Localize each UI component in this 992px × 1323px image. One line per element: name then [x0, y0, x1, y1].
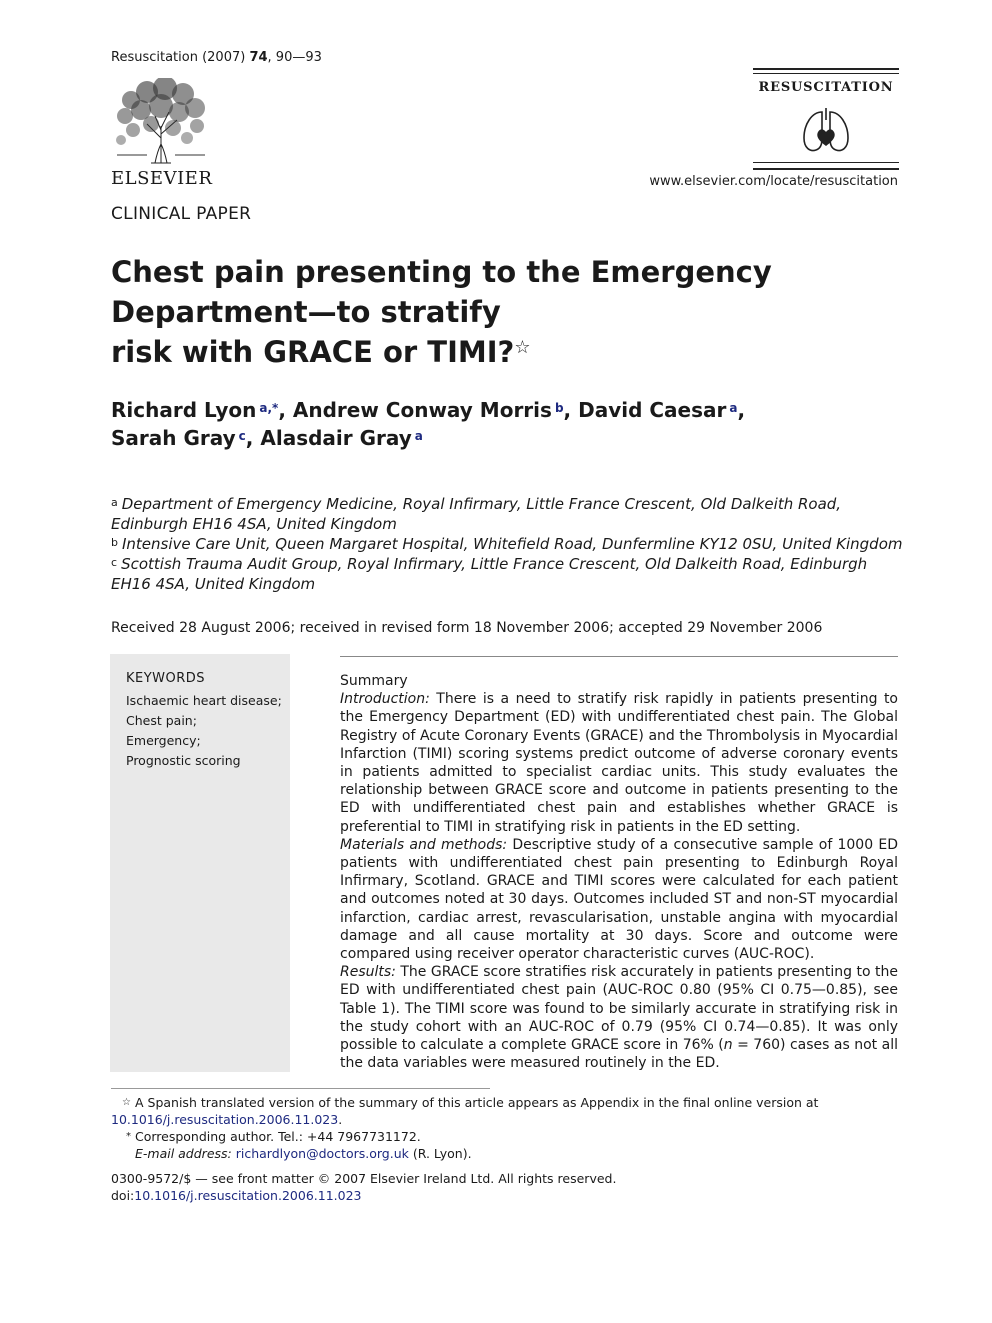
keyword-item: Ischaemic heart disease;	[126, 693, 282, 708]
publisher-name: ELSEVIER	[111, 168, 213, 189]
affiliation-text: EH16 4SA, United Kingdom	[111, 575, 316, 593]
summary-introduction	[340, 690, 898, 836]
introduction-text: There is a need to stratify risk rapidly in patients presenting to the Emergency Department (ED) with undifferentiated chest pain. The Global Registry of Acute Coronary Events (GRACE) and the Thrombolysis in Myocardial Infarction (TIMI) scoring systems predict outcome of adverse coronary events in patients admitted to specialist cardiac units. This study evaluates the relationship between GRACE score and outcome in patients presenting to the ED with undifferentiated chest pain and establishes whether GRACE is preferential to TIMI in stratifying risk in patients in the ED setting.	[340, 691, 898, 835]
keyword-item: Emergency;	[126, 733, 201, 748]
footnote-translation	[111, 1094, 891, 1128]
title-line-2: Department—to stratify	[111, 295, 501, 329]
author-affiliation-mark[interactable]: a,*	[259, 401, 279, 415]
author-affiliation-mark[interactable]: a	[414, 429, 423, 443]
journal-volume: 74	[249, 50, 268, 65]
keywords-list	[126, 691, 282, 771]
author-name: Sarah Gray	[111, 426, 236, 450]
copyright-block	[111, 1170, 891, 1204]
footnote-star-mark: ☆	[122, 1097, 131, 1108]
results-text: The GRACE score stratifies risk accurately in patients presenting to the ED with undifferentiated chest pain (AUC-ROC 0.80 (95% CI 0.75—0.85), see Table 1). The TIMI score was found to be similarly accurate in stratifying risk in the study cohort with an AUC-ROC of 0.79 (95% CI 0.74—0.85). It was only possible to calculate a complete GRACE score in 76% (	[340, 964, 898, 1054]
journal-prefix: Resuscitation (2007)	[111, 50, 250, 65]
doi-line	[111, 1187, 891, 1204]
affiliation-text: Scottish Trauma Audit Group, Royal Infirmary, Little France Crescent, Old Dalkeith Road, Edinburgh	[121, 555, 868, 573]
author-affiliation-mark[interactable]: b	[554, 401, 564, 415]
methods-text: Descriptive study of a consecutive sample of 1000 ED patients with undifferentiated chest pain presenting to Edinburgh Royal Infirmary, Scotland. GRACE and TIMI scores were calculated for each patient and outcomes noted at 30 days. Outcomes included ST and non-ST myocardial infarction, cardiac arrest, revascularisation, unstable angina with myocardial damage and all cause mortality at 30 days. Score and outcome were compared using receiver operator characteristic curves (AUC-ROC).	[340, 836, 899, 963]
section-label: CLINICAL PAPER	[111, 204, 252, 224]
author-separator: ,	[737, 398, 746, 422]
author-affiliation-mark[interactable]: c	[238, 429, 246, 443]
email-label: E-mail address:	[134, 1146, 232, 1161]
footnote-corresponding	[111, 1128, 891, 1145]
author-separator: ,	[563, 398, 579, 422]
affiliation-list	[111, 494, 911, 594]
author-separator: ,	[278, 398, 293, 422]
footnote-asterisk-mark: *	[126, 1131, 131, 1142]
author-name: Alasdair Gray	[260, 426, 412, 450]
footnote-text: (R. Lyon).	[408, 1146, 472, 1161]
doi-label: doi:	[111, 1188, 135, 1203]
footnote-text: Corresponding author. Tel.: +44 7967731172.	[134, 1129, 421, 1144]
author-affiliation-mark[interactable]: a	[729, 401, 738, 415]
summary-title: Summary	[340, 673, 408, 689]
results-label: Results:	[340, 964, 396, 981]
received-dates: Received 28 August 2006; received in revised form 18 November 2006; accepted 29 November 2006	[111, 620, 823, 636]
journal-pages: , 90—93	[267, 50, 322, 65]
affiliation-a	[111, 494, 911, 534]
doi-link[interactable]: 10.1016/j.resuscitation.2006.11.023	[134, 1188, 362, 1203]
affiliation-mark: a	[111, 496, 118, 509]
journal-reference	[111, 50, 322, 65]
affiliation-text: Department of Emergency Medicine, Royal Infirmary, Little France Crescent, Old Dalkeith Road,	[121, 495, 842, 513]
author-name: David Caesar	[578, 398, 727, 422]
title-star-footnote-mark[interactable]: ☆	[514, 337, 531, 358]
author-name: Richard Lyon	[111, 398, 257, 422]
footnote-doi-link[interactable]: 10.1016/j.resuscitation.2006.11.023	[111, 1112, 339, 1127]
keyword-item: Chest pain;	[126, 713, 197, 728]
footnote-rule	[111, 1088, 490, 1089]
title-line-3: risk with GRACE or TIMI?	[111, 335, 515, 369]
logo-rule-bottom	[753, 168, 899, 170]
lungs-heart-icon	[800, 106, 852, 156]
keywords-box	[110, 654, 290, 1072]
affiliation-text: Edinburgh EH16 4SA, United Kingdom	[111, 515, 397, 533]
affiliation-c	[111, 554, 911, 594]
summary-results	[340, 963, 898, 1072]
introduction-label: Introduction:	[340, 691, 430, 708]
article-title	[111, 252, 811, 372]
email-link[interactable]: richardlyon@doctors.org.uk	[235, 1146, 409, 1161]
copyright-line: 0300-9572/$ — see front matter © 2007 Elsevier Ireland Ltd. All rights reserved.	[111, 1171, 617, 1186]
methods-label: Materials and methods:	[340, 836, 508, 853]
author-separator: ,	[245, 426, 261, 450]
footnotes	[111, 1094, 891, 1162]
affiliation-mark: b	[111, 536, 118, 549]
footnote-text: .	[338, 1112, 343, 1127]
title-line-1: Chest pain presenting to the Emergency	[111, 255, 772, 289]
keyword-item: Prognostic scoring	[126, 753, 241, 768]
summary	[340, 672, 898, 1072]
results-n-symbol: n	[723, 1037, 733, 1054]
summary-rule	[340, 656, 898, 657]
affiliation-b	[111, 534, 911, 554]
results-text: = 760) cases as not all the data variables were measured routinely in the ED.	[340, 1037, 898, 1072]
logo-rule-top-thin	[753, 73, 899, 74]
footnote-email	[111, 1145, 891, 1162]
affiliation-mark: c	[111, 556, 118, 569]
journal-logo-title: RESUSCITATION	[758, 80, 894, 95]
footnote-text: A Spanish translated version of the summary of this article appears as Appendix in the final online version at	[134, 1095, 819, 1110]
logo-rule-bottom-thin	[753, 162, 899, 163]
author-name: Andrew Conway Morris	[292, 398, 552, 422]
logo-rule-top	[753, 68, 899, 70]
affiliation-text: Intensive Care Unit, Queen Margaret Hospital, Whitefield Road, Dunfermline KY12 0SU, United Kingdom	[121, 535, 903, 553]
elsevier-tree-logo-icon	[111, 78, 211, 164]
journal-url[interactable]: www.elsevier.com/locate/resuscitation	[649, 174, 898, 189]
author-list	[111, 396, 871, 452]
summary-methods	[340, 836, 898, 963]
keywords-title: KEYWORDS	[126, 671, 206, 686]
